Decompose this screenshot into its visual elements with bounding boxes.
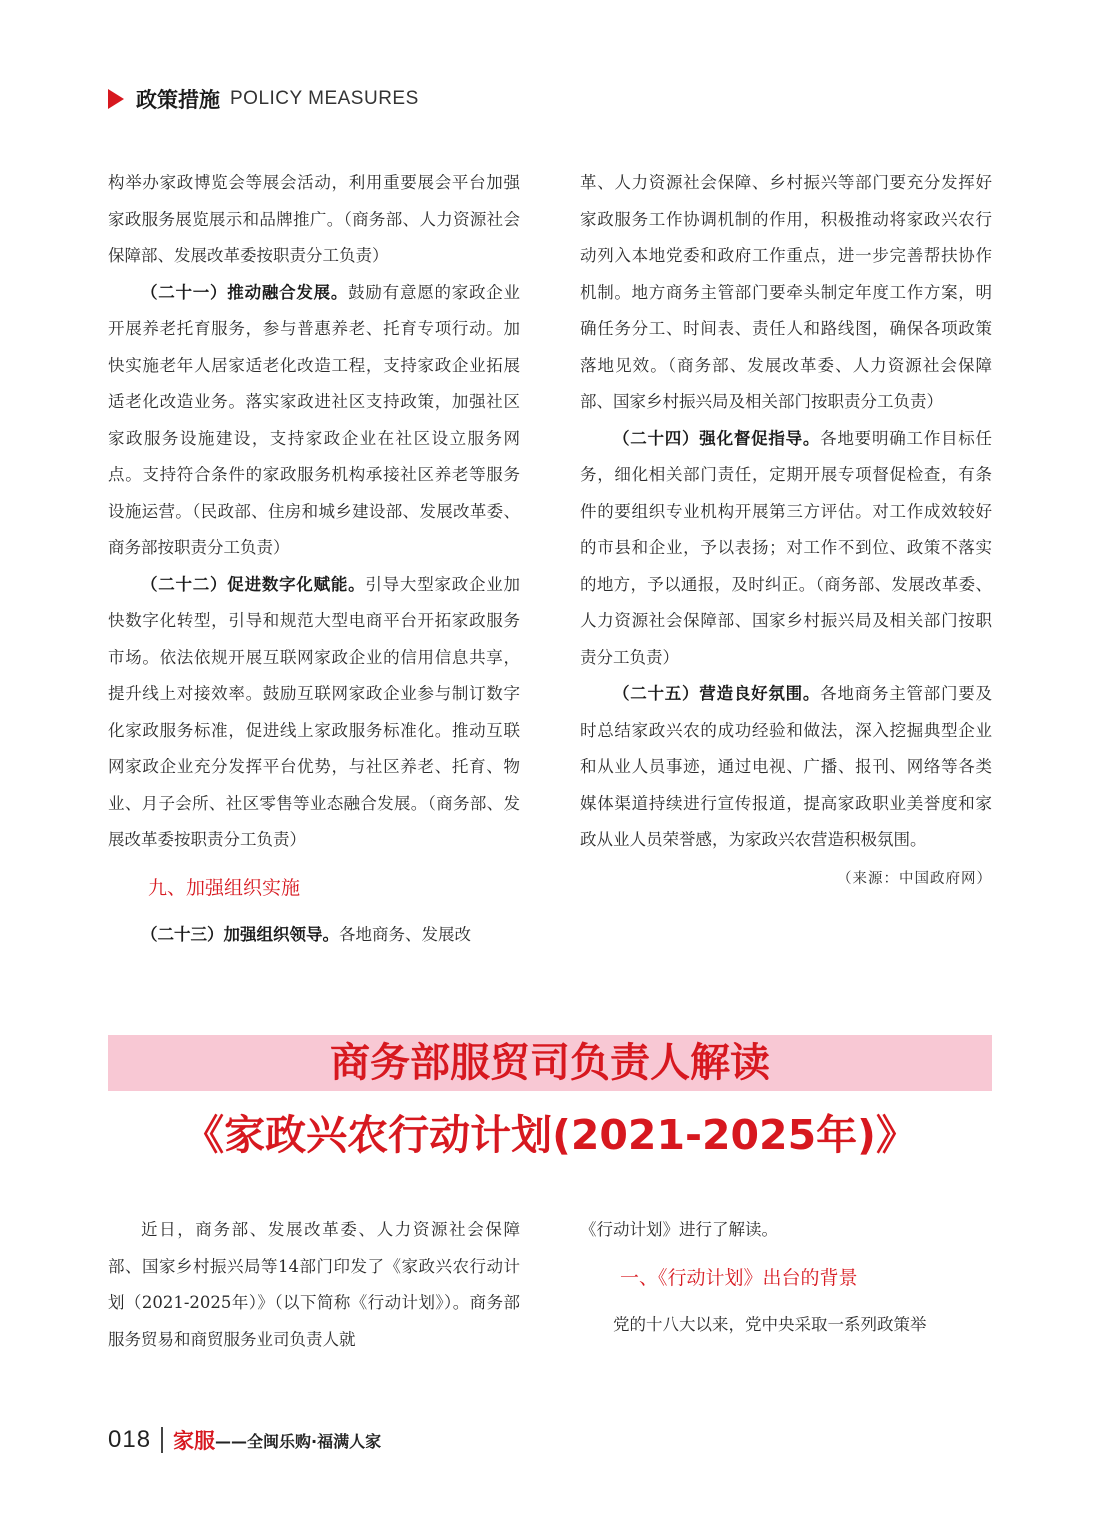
subheading: （二十四）强化督促指导。 [613, 428, 821, 448]
page-footer [108, 1422, 381, 1458]
paragraph-body: 鼓励有意愿的家政企业开展养老托育服务，参与普惠养老、托育专项行动。加快实施老年人居家适老化改造工程，支持家政企业拓展适老化改造业务。落实家政进社区支持政策，加强社区家政服务设施建设，支持家政企业在社区设立服务网点。支持符合条件的家政服务机构承接社区养老等服务设施运营。（民政部、住房和城乡建设部、发展改革委、商务部按职责分工负责） [108, 282, 521, 557]
footer-divider [161, 1427, 163, 1453]
paragraph [108, 275, 520, 567]
subheading: （二十二）促进数字化赋能。 [141, 574, 366, 594]
subheading: （二十一）推动融合发展。 [141, 282, 349, 302]
paragraph-body: 各地商务、发展改 [339, 924, 471, 944]
column-bottom-left [108, 1212, 520, 1358]
section-title-cn: 政策措施 [136, 88, 220, 112]
section-heading: 一、《行动计划》出台的背景 [620, 1266, 858, 1289]
paragraph: 党的十八大以来，党中央采取一系列政策举 [613, 1314, 927, 1334]
paragraph: 《行动计划》进行了解读。 [580, 1220, 778, 1239]
subheading: （二十三）加强组织领导。 [141, 924, 339, 944]
paragraph: 近日，商务部、发展改革委、人力资源社会保障部、国家乡村振兴局等14部门印发了《家政兴农行动计划（2021-2025年）》（以下简称《行动计划》）。商务部服务贸易和商贸服务业司负责人就 [108, 1220, 520, 1349]
column-bottom-right [580, 1212, 992, 1343]
section-title-en: POLICY MEASURES [230, 88, 419, 109]
paragraph [108, 567, 520, 859]
subheading: （二十五）营造良好氛围。 [613, 684, 821, 703]
paragraph [108, 917, 520, 954]
paragraph: 构举办家政博览会等展会活动，利用重要展会平台加强家政服务展览展示和品牌推广。（商务部、人力资源社会保障部、发展改革委按职责分工负责） [108, 173, 520, 265]
section-header [108, 84, 419, 114]
paragraph-body: 各地要明确工作目标任务，细化相关部门责任，定期开展专项督促检查，有条件的要组织专业机构开展第三方评估。对工作成效较好的市县和企业，予以表扬；对工作不到位、政策不落实的地方，予以通报，及时纠正。（商务部、发展改革委、人力资源社会保障部、国家乡村振兴局及相关部门按职责分工负责） [580, 428, 993, 667]
column-top-left [108, 165, 520, 953]
paragraph [580, 676, 992, 859]
article-title-line2: 《家政兴农行动计划(2021-2025年)》 [183, 1111, 917, 1159]
column-top-right [580, 165, 992, 897]
paragraph-body: 各地商务主管部门要及时总结家政兴农的成功经验和做法，深入挖掘典型企业和从业人员事迹，通过电视、广播、报刊、网络等各类媒体渠道持续进行宣传报道，提高家政职业美誉度和家政从业人员荣誉感，为家政兴农营造积极氛围。 [580, 684, 993, 849]
magazine-name: 家服 [173, 1429, 216, 1453]
paragraph: 革、人力资源社会保障、乡村振兴等部门要充分发挥好家政服务工作协调机制的作用，积极推动将家政兴农行动列入本地党委和政府工作重点，进一步完善帮扶协作机制。地方商务主管部门要牵头制定年度工作方案，明确任务分工、时间表、责任人和路线图，确保各项政策落地见效。（商务部、发展改革委、人力资源社会保障部、国家乡村振兴局及相关部门按职责分工负责） [580, 173, 992, 411]
paragraph-body: 引导大型家政企业加快数字化转型，引导和规范大型电商平台开拓家政服务市场。依法依规开展互联网家政企业的信用信息共享，提升线上对接效率。鼓励互联网家政企业参与制订数字化家政服务标准，促进线上家政服务标准化。推动互联网家政企业充分发挥平台优势，与社区养老、托育、物业、月子会所、社区零售等业态融合发展。（商务部、发展改革委按职责分工负责） [108, 574, 521, 849]
source-credit: （来源：中国政府网） [837, 870, 992, 887]
paragraph [580, 421, 992, 677]
article-title-line1: 商务部服贸司负责人解读 [330, 1040, 770, 1086]
magazine-slogan: ——全闽乐购·福满人家 [215, 1431, 382, 1451]
page-number: 018 [108, 1426, 152, 1453]
section-heading: 九、加强组织实施 [148, 876, 301, 899]
play-triangle-icon [108, 89, 124, 109]
